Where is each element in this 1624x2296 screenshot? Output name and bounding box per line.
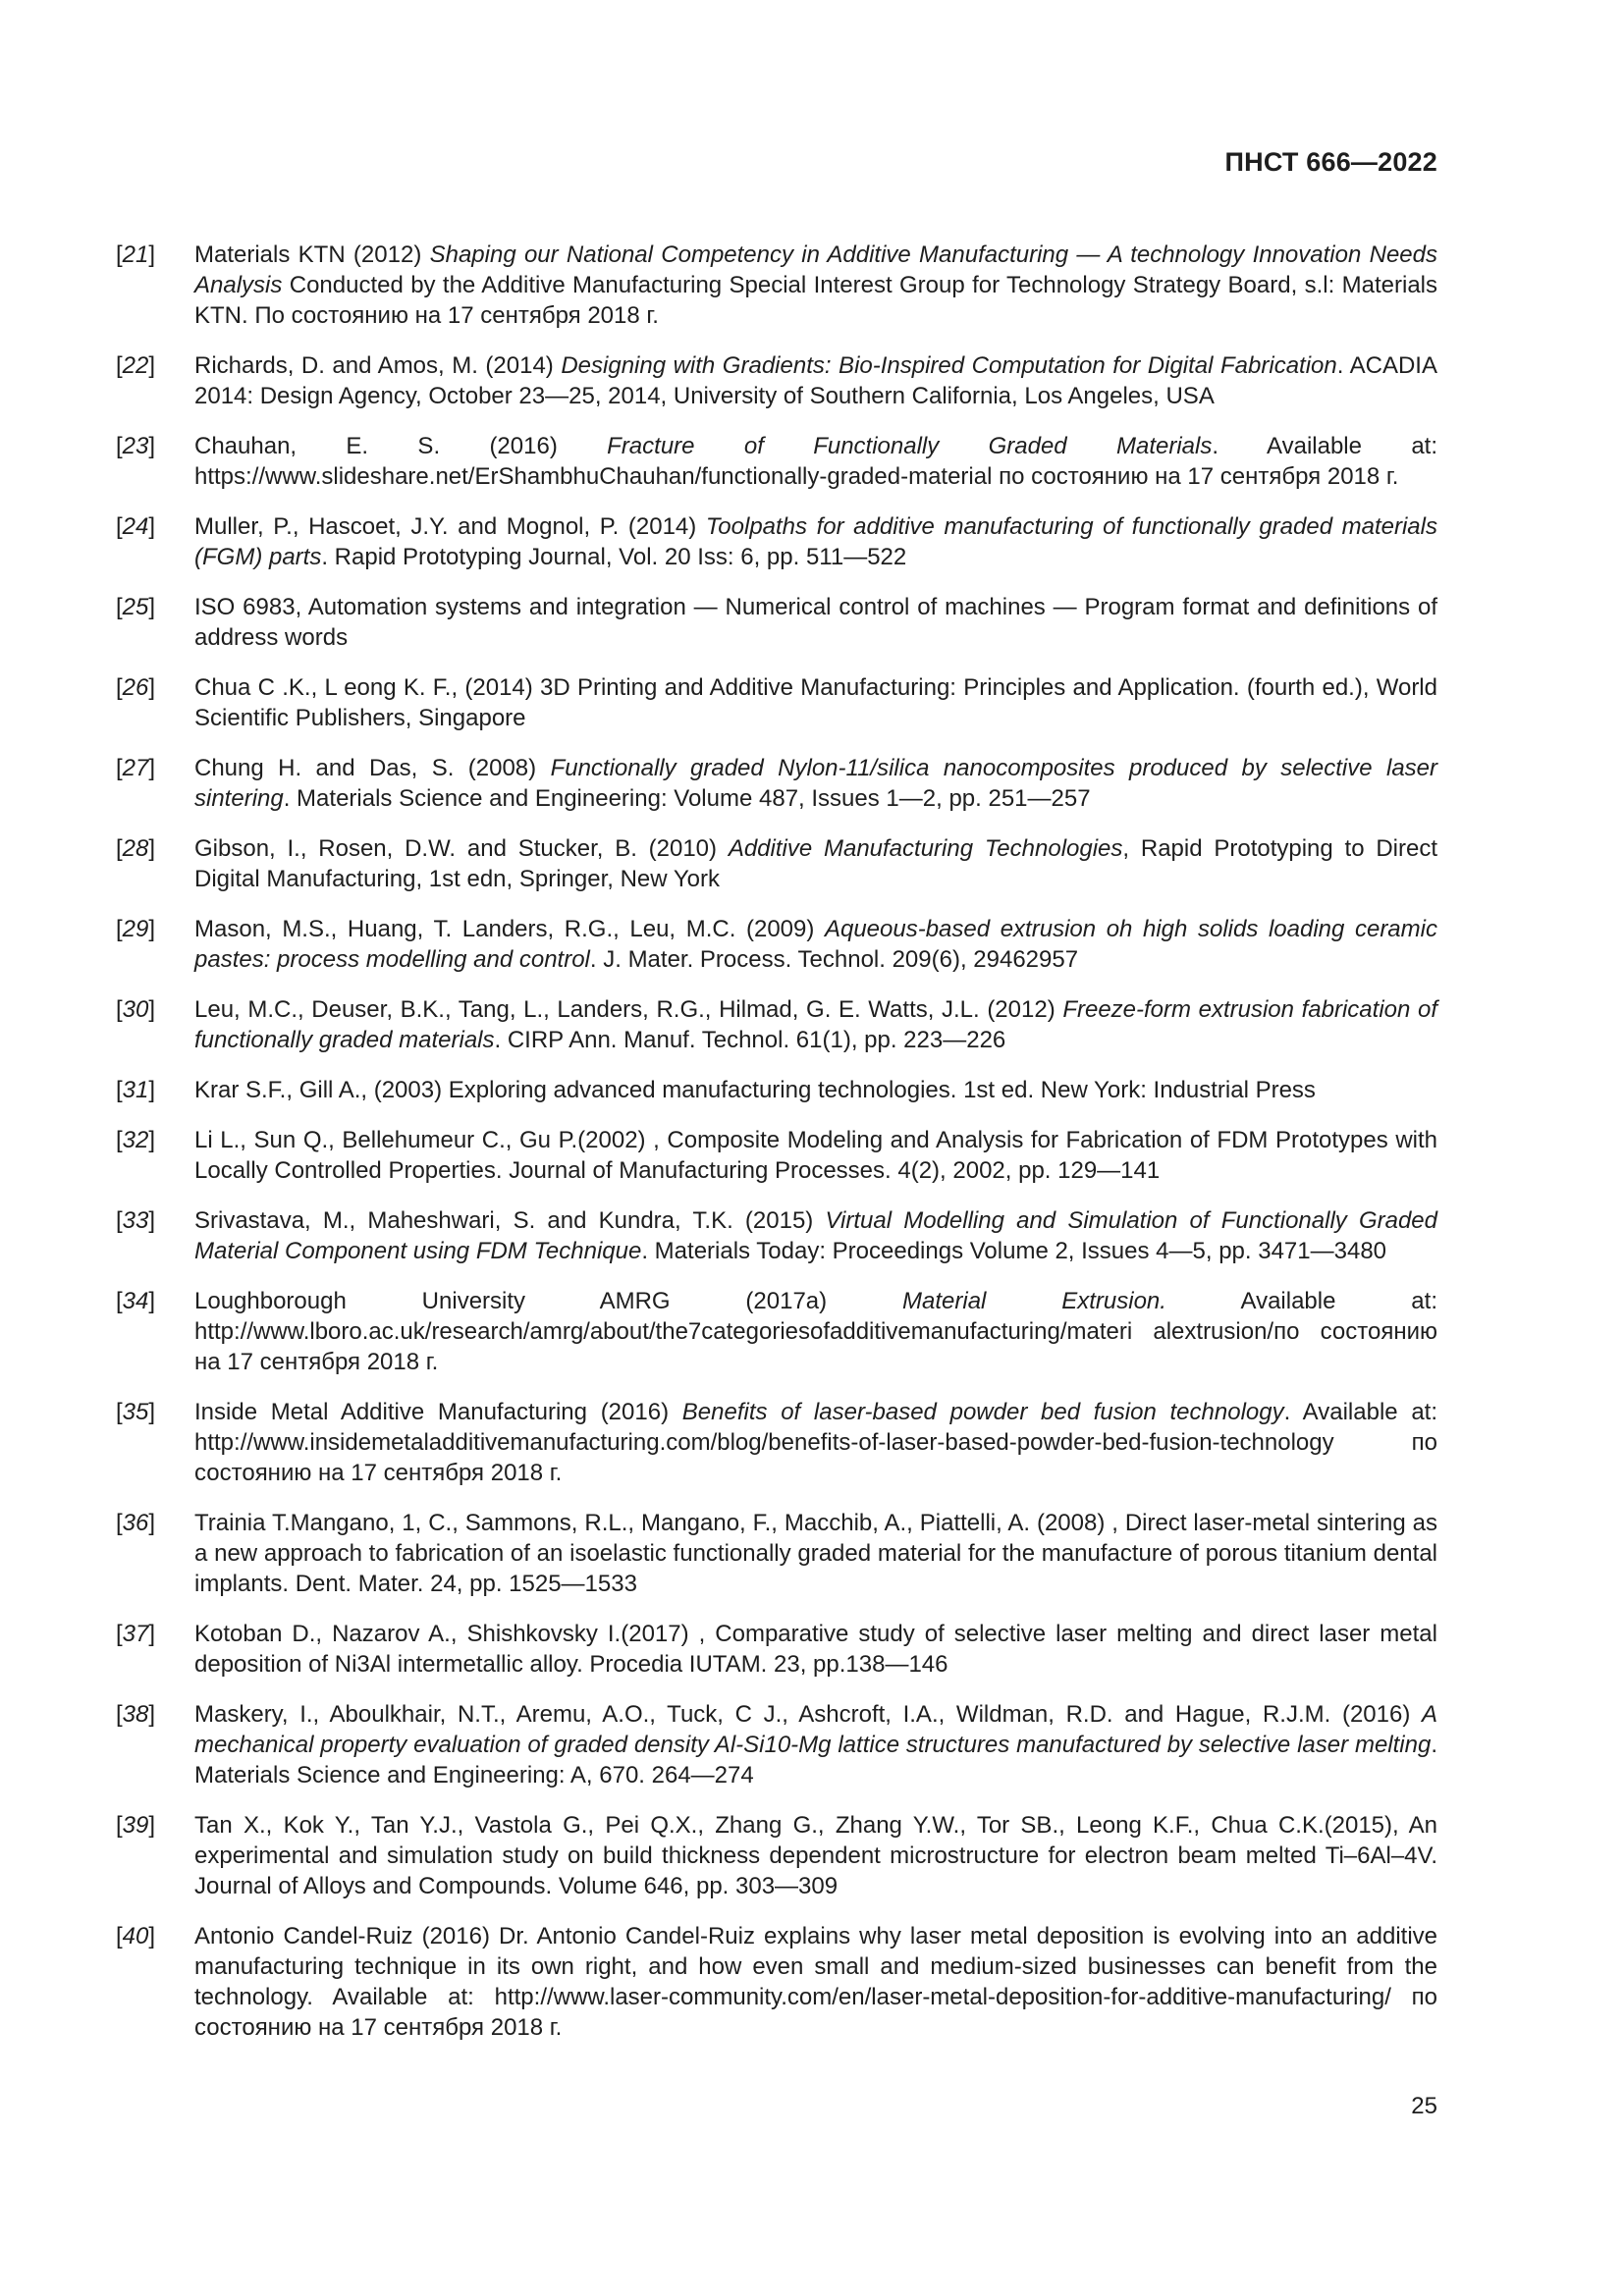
reference-number: [23] [116, 433, 156, 459]
reference-title: Functionally graded Nylon-11/silica nanocomposites produced by selective laser sintering [194, 755, 1438, 812]
reference-text [194, 1508, 1437, 1599]
reference-item [116, 1921, 1437, 2043]
reference-title: Virtual Modelling and Simulation of Functionally Graded Material Component using FDM Technique [194, 1207, 1437, 1264]
reference-number-value: 31 [122, 1077, 149, 1103]
reference-number: [32] [116, 1127, 156, 1153]
reference-text [194, 1286, 1437, 1377]
document-code: ПНСТ 666—2022 [1224, 147, 1437, 177]
reference-number: [22] [116, 352, 156, 379]
reference-text [194, 672, 1437, 733]
reference-item [116, 350, 1437, 411]
reference-item [116, 1810, 1437, 1901]
reference-number: [40] [116, 1923, 156, 1949]
reference-segment: Inside Metal Additive Manufacturing (2016) [194, 1399, 682, 1425]
reference-segment: Leu, M.C., Deuser, B.K., Tang, L., Landers, R.G., Hilmad, G. E. Watts, J.L. (2012) [194, 996, 1063, 1023]
reference-item [116, 511, 1437, 572]
reference-number: [30] [116, 996, 156, 1023]
page-number: 25 [1411, 2093, 1437, 2119]
reference-number: [25] [116, 594, 156, 620]
reference-number-value: 32 [122, 1127, 149, 1153]
reference-segment: . Materials Science and Engineering: A, 670. 264—274 [194, 1732, 1437, 1789]
reference-number-value: 35 [122, 1399, 149, 1425]
reference-number-value: 34 [122, 1288, 149, 1314]
reference-segment: Krar S.F., Gill A., (2003) Exploring advanced manufacturing technologies. 1st ed. New York: Industrial Press [194, 1077, 1316, 1103]
reference-number: [37] [116, 1621, 156, 1647]
reference-segment: Richards, D. and Amos, M. (2014) [194, 352, 562, 379]
reference-number: [34] [116, 1288, 156, 1314]
reference-number-value: 33 [122, 1207, 149, 1234]
reference-number: [33] [116, 1207, 156, 1234]
reference-text [194, 1397, 1437, 1488]
reference-segment: Trainia T.Mangano, 1, C., Sammons, R.L., Mangano, F., Macchib, A., Piattelli, A. (2008) , Direct laser-metal sintering as a new approach to fabrication of an isoelastic functionally graded material for the manufacture of porous titanium dental implants. Dent. Mater. 24, pp. 1525—1533 [194, 1510, 1437, 1597]
reference-segment: Srivastava, M., Maheshwari, S. and Kundra, T.K. (2015) [194, 1207, 826, 1234]
reference-segment: . CIRP Ann. Manuf. Technol. 61(1), pp. 223—226 [494, 1027, 1006, 1053]
reference-number-value: 39 [122, 1812, 149, 1839]
reference-title: Benefits of laser-based powder bed fusion technology [681, 1399, 1284, 1425]
reference-number: [29] [116, 916, 156, 942]
reference-number: [31] [116, 1077, 156, 1103]
reference-segment: Tan X., Kok Y., Tan Y.J., Vastola G., Pei Q.X., Zhang G., Zhang Y.W., Tor SB., Leong K.F., Chua C.K.(2015), An experimental and simulation study on build thickness dependent microstructure for electron beam melted Ti–6Al–4V. Journal of Alloys and Compounds. Volume 646, pp. 303—309 [194, 1812, 1437, 1899]
reference-segment: ISO 6983, Automation systems and integration — Numerical control of machines — Program format and definitions of address words [194, 594, 1437, 651]
reference-segment: Chung H. and Das, S. (2008) [194, 755, 551, 781]
reference-segment: Kotoban D., Nazarov A., Shishkovsky I.(2017) , Comparative study of selective laser melting and direct laser metal deposition of Ni3Al intermetallic alloy. Procedia IUTAM. 23, pp.138—146 [194, 1621, 1437, 1678]
reference-number-value: 25 [122, 594, 149, 620]
reference-number-value: 27 [122, 755, 149, 781]
reference-title: Toolpaths for additive manufacturing of functionally graded materials (FGM) parts [194, 513, 1437, 570]
reference-number: [24] [116, 513, 156, 540]
reference-segment: . J. Mater. Process. Technol. 209(6), 29462957 [589, 946, 1079, 973]
reference-number: [36] [116, 1510, 156, 1536]
reference-item [116, 592, 1437, 653]
reference-list [116, 240, 1437, 2062]
reference-number: [27] [116, 755, 156, 781]
reference-text [194, 240, 1437, 331]
reference-number-value: 24 [122, 513, 149, 540]
reference-segment: Chauhan, E. S. (2016) [194, 433, 608, 459]
reference-number-value: 23 [122, 433, 149, 459]
reference-segment: . Rapid Prototyping Journal, Vol. 20 Iss: 6, pp. 511—522 [321, 544, 907, 570]
reference-number: [39] [116, 1812, 156, 1839]
reference-text [194, 1699, 1437, 1790]
reference-item [116, 833, 1437, 894]
reference-title: Fracture of Functionally Graded Materials [607, 433, 1213, 459]
reference-text [194, 914, 1437, 975]
reference-text [194, 1125, 1437, 1186]
reference-segment: . Materials Today: Proceedings Volume 2, Issues 4—5, pp. 3471—3480 [641, 1238, 1387, 1264]
reference-item [116, 1508, 1437, 1599]
reference-segment: Maskery, I., Aboulkhair, N.T., Aremu, A.O., Tuck, C J., Ashcroft, I.A., Wildman, R.D. and Hague, R.J.M. (2016) [194, 1701, 1422, 1728]
reference-text [194, 753, 1437, 814]
reference-title: Shaping our National Competency in Additive Manufacturing — A technology Innovation Needs Analysis [194, 241, 1437, 298]
reference-item [116, 994, 1437, 1055]
reference-title: Additive Manufacturing Technologies [728, 835, 1123, 862]
reference-item [116, 1125, 1437, 1186]
reference-text [194, 1075, 1437, 1105]
reference-text [194, 833, 1437, 894]
reference-segment: Mason, M.S., Huang, T. Landers, R.G., Leu, M.C. (2009) [194, 916, 825, 942]
reference-number-value: 40 [122, 1923, 149, 1949]
reference-segment: . Materials Science and Engineering: Volume 487, Issues 1—2, pp. 251—257 [283, 785, 1091, 812]
reference-title: Material Extrusion. [902, 1288, 1166, 1314]
reference-text [194, 1921, 1437, 2043]
reference-number-value: 29 [122, 916, 149, 942]
reference-number-value: 28 [122, 835, 149, 862]
reference-segment: Muller, P., Hascoet, J.Y. and Mognol, P. (2014) [194, 513, 706, 540]
reference-item [116, 240, 1437, 331]
reference-segment: Li L., Sun Q., Bellehumeur C., Gu P.(2002) , Composite Modeling and Analysis for Fabrication of FDM Prototypes with Locally Controlled Properties. Journal of Manufacturing Processes. 4(2), 2002, pp. 129—141 [194, 1127, 1437, 1184]
reference-title: A mechanical property evaluation of graded density Al-Si10-Mg lattice structures manufactured by selective laser melting [194, 1701, 1437, 1758]
reference-text [194, 511, 1437, 572]
reference-segment: Gibson, I., Rosen, D.W. and Stucker, B. (2010) [194, 835, 729, 862]
reference-item [116, 672, 1437, 733]
reference-text [194, 1619, 1437, 1680]
reference-item [116, 1699, 1437, 1790]
reference-number: [28] [116, 835, 156, 862]
reference-item [116, 1286, 1437, 1377]
reference-number-value: 37 [122, 1621, 149, 1647]
reference-number: [26] [116, 674, 156, 701]
reference-item [116, 1075, 1437, 1105]
reference-item [116, 1397, 1437, 1488]
reference-number: [21] [116, 241, 156, 268]
reference-item [116, 753, 1437, 814]
reference-text [194, 1205, 1437, 1266]
reference-title: Aqueous-based extrusion oh high solids loading ceramic pastes: process modelling and control [194, 916, 1437, 973]
reference-segment: . Available at: https://www.slideshare.net/ErShambhuChauhan/functionally-graded-material по состоянию на 17 сентября 2018 г. [194, 433, 1438, 490]
reference-text [194, 350, 1437, 411]
reference-number: [38] [116, 1701, 156, 1728]
reference-item [116, 914, 1437, 975]
reference-text [194, 431, 1437, 492]
reference-item [116, 431, 1437, 492]
reference-segment: Antonio Candel-Ruiz (2016) Dr. Antonio Candel-Ruiz explains why laser metal deposition is evolving into an additive manufacturing technique in its own right, and how even small and medium-sized businesses can benefit from the technology. Available at: http://www.laser-community.com/en/laser-metal-deposition-for-additive-manufacturing/ по состоянию на 17 сентября 2018 г. [194, 1923, 1437, 2041]
reference-title: Designing with Gradients: Bio-Inspired Computation for Digital Fabrication [561, 352, 1337, 379]
reference-text [194, 592, 1437, 653]
reference-item [116, 1205, 1437, 1266]
reference-number-value: 30 [122, 996, 149, 1023]
reference-number-value: 36 [122, 1510, 149, 1536]
reference-item [116, 1619, 1437, 1680]
reference-segment: Conducted by the Additive Manufacturing Special Interest Group for Technology Strategy Board, s.l: Materials KTN. По состоянию на 17 сентября 2018 г. [194, 272, 1437, 329]
reference-number: [35] [116, 1399, 156, 1425]
reference-segment: , Rapid Prototyping to Direct Digital Manufacturing, 1st edn, Springer, New York [194, 835, 1438, 892]
reference-segment: Available at: http://www.lboro.ac.uk/research/amrg/about/the7categoriesofadditivemanufacturing/materi alextrusion/по состоянию на 17 сентября 2018 г. [194, 1288, 1437, 1375]
reference-segment: Loughborough University AMRG (2017a) [194, 1288, 903, 1314]
reference-text [194, 994, 1437, 1055]
reference-text [194, 1810, 1437, 1901]
reference-number-value: 22 [122, 352, 149, 379]
reference-segment: Materials KTN (2012) [194, 241, 430, 268]
reference-title: Freeze-form extrusion fabrication of functionally graded materials [194, 996, 1437, 1053]
reference-segment: . ACADIA 2014: Design Agency, October 23—25, 2014, University of Southern California, Los Angeles, USA [194, 352, 1437, 409]
reference-segment: . Available at: http://www.insidemetaladditivemanufacturing.com/blog/benefits-of-laser-based-powder-bed-fusion-technology по состоянию на 17 сентября 2018 г. [194, 1399, 1438, 1486]
reference-number-value: 26 [122, 674, 149, 701]
reference-segment: Chua C .K., L eong K. F., (2014) 3D Printing and Additive Manufacturing: Principles and Application. (fourth ed.), World Scientific Publishers, Singapore [194, 674, 1437, 731]
reference-number-value: 38 [122, 1701, 149, 1728]
reference-number-value: 21 [122, 241, 149, 268]
